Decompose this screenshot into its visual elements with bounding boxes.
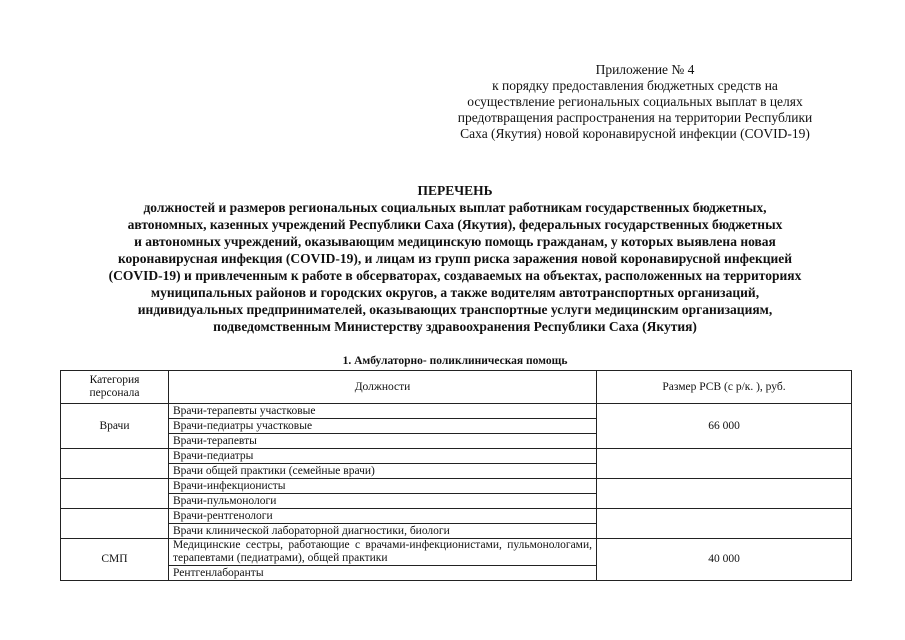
- category-cell-empty: [61, 479, 169, 509]
- appendix-block: [425, 62, 845, 142]
- amount-cell: 66 000: [597, 404, 852, 449]
- position-cell: Врачи-педиатры: [169, 449, 597, 464]
- table-row: [61, 449, 852, 464]
- title-line: автономных, казенных учреждений Республики Саха (Якутия), федеральных государственных бюджетных: [127, 217, 783, 232]
- table-row: [61, 539, 852, 566]
- amount-cell-empty: [597, 509, 852, 539]
- category-cell-empty: [61, 449, 169, 479]
- position-cell: Врачи общей практики (семейные врачи): [169, 464, 597, 479]
- category-cell: СМП: [61, 539, 169, 581]
- position-cell: Рентгенлаборанты: [169, 566, 597, 581]
- title-line: должностей и размеров региональных социальных выплат работникам государственных бюджетных,: [143, 200, 767, 215]
- document-title: [60, 182, 850, 335]
- header-position: Должности: [169, 371, 597, 404]
- appendix-line: Саха (Якутия) новой коронавирусной инфекции (COVID-19): [460, 126, 810, 141]
- table-row: [61, 509, 852, 524]
- title-line: и автономных учреждений, оказывающим медицинскую помощь гражданам, у которых выявлена новая: [134, 234, 776, 249]
- position-cell: Медицинские сестры, работающие с врачами-инфекционистами, пульмонологами, терапевтами (педиатрами), общей практики: [169, 539, 597, 566]
- appendix-line: к порядку предоставления бюджетных средств на: [492, 78, 778, 93]
- header-category: Категория персонала: [61, 371, 169, 404]
- header-amount: Размер РСВ (с р/к. ), руб.: [597, 371, 852, 404]
- amount-cell: 40 000: [597, 539, 852, 581]
- appendix-number: Приложение № 4: [595, 62, 695, 77]
- amount-cell-empty: [597, 479, 852, 509]
- positions-table: [60, 370, 852, 581]
- position-cell: Врачи-рентгенологи: [169, 509, 597, 524]
- category-cell-empty: [61, 509, 169, 539]
- position-cell: Врачи клинической лабораторной диагностики, биологи: [169, 524, 597, 539]
- table-header-row: [61, 371, 852, 404]
- position-cell: Врачи-педиатры участковые: [169, 419, 597, 434]
- title-heading: ПЕРЕЧЕНЬ: [417, 183, 493, 198]
- appendix-line: предотвращения распространения на территории Республики: [457, 110, 813, 125]
- position-cell: Врачи-инфекционисты: [169, 479, 597, 494]
- section-title: 1. Амбулаторно- поликлиническая помощь: [342, 355, 568, 367]
- category-cell: Врачи: [61, 404, 169, 449]
- table-row: [61, 479, 852, 494]
- title-line: (COVID-19) и привлеченным к работе в обсерваторах, создаваемых на объектах, расположенных на территориях: [108, 268, 802, 283]
- appendix-line: осуществление региональных социальных выплат в целях: [467, 94, 803, 109]
- title-line: коронавирусная инфекция (COVID-19), и лицам из групп риска заражения новой коронавирусной инфекцией: [117, 251, 793, 266]
- title-line: муниципальных районов и городских округов, а также водителям автотранспортных организаций,: [150, 285, 760, 300]
- title-line: подведомственным Министерству здравоохранения Республики Саха (Якутия): [213, 319, 697, 334]
- table-row: [61, 404, 852, 419]
- position-cell: Врачи-пульмонологи: [169, 494, 597, 509]
- title-line: индивидуальных предпринимателей, оказывающих транспортные услуги медицинским организациям,: [137, 302, 773, 317]
- amount-cell-empty: [597, 449, 852, 479]
- position-cell: Врачи-терапевты: [169, 434, 597, 449]
- position-cell: Врачи-терапевты участковые: [169, 404, 597, 419]
